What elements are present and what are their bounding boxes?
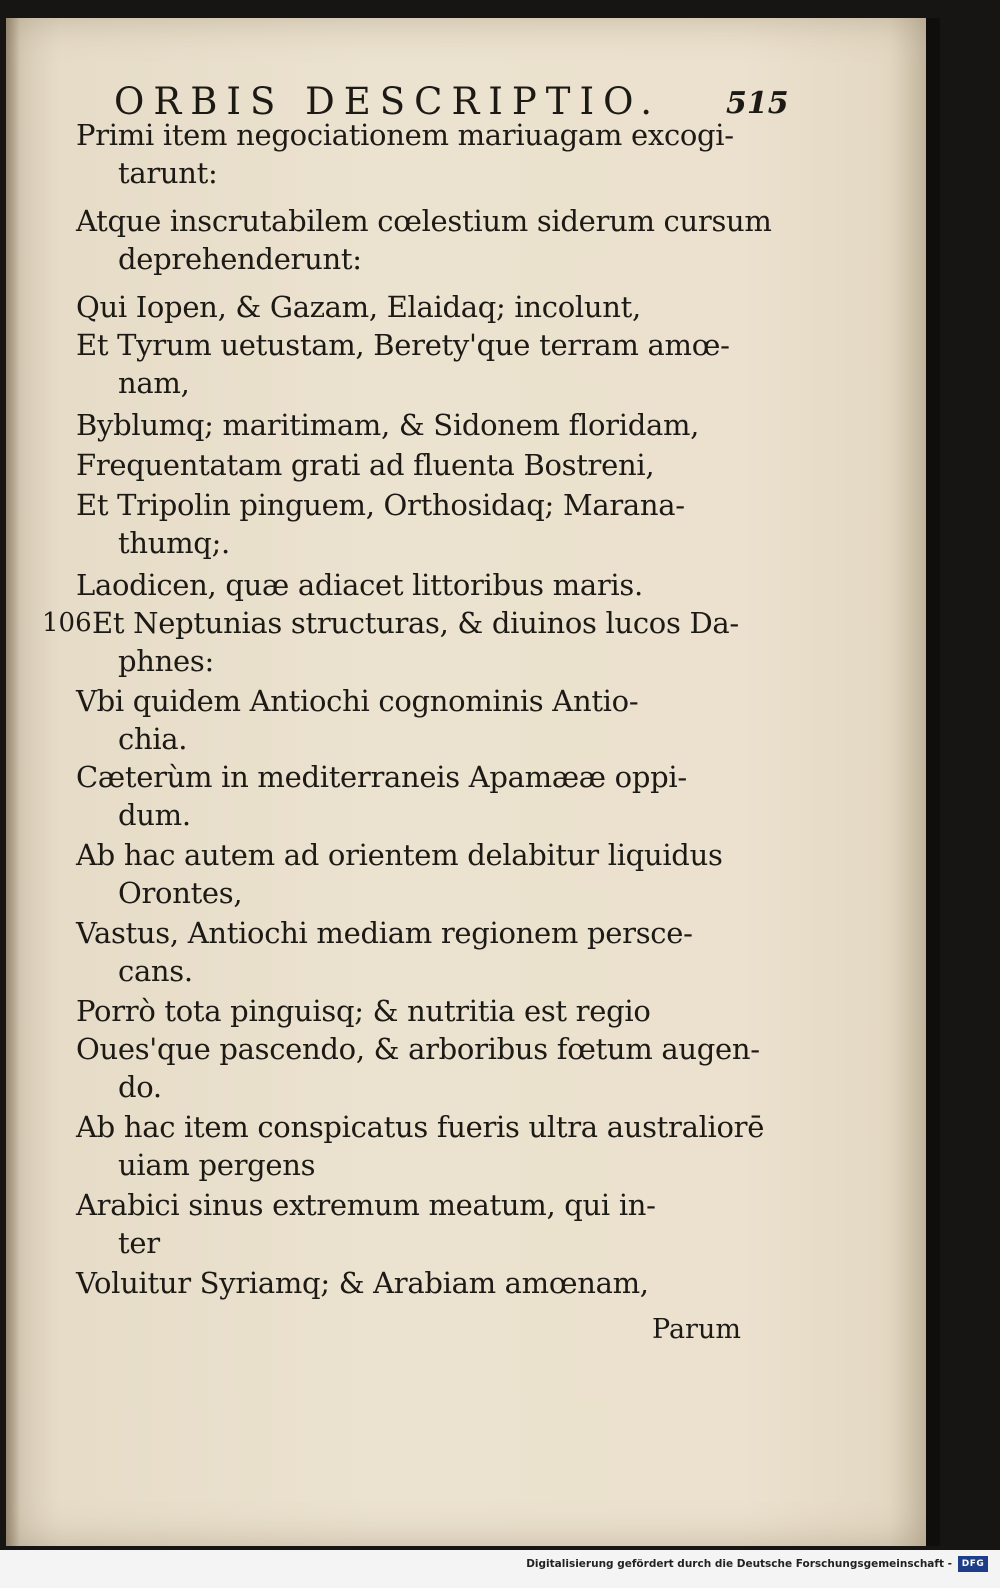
text-line: Porrò tota pinguisq; & nutritia est regio bbox=[76, 994, 651, 1028]
running-head: ORBIS DESCRIPTIO. bbox=[114, 80, 662, 123]
funding-credit: Digitalisierung gefördert durch die Deutsche Forschungsgemeinschaft - bbox=[526, 1558, 952, 1570]
text-line: uiam pergens bbox=[118, 1148, 316, 1182]
text-line: Byblumq; maritimam, & Sidonem floridam, bbox=[76, 408, 700, 442]
text-line: Qui Iopen, & Gazam, Elaidaq; incolunt, bbox=[76, 290, 641, 324]
text-line: nam, bbox=[118, 366, 190, 400]
catchword: Parum bbox=[652, 1314, 741, 1345]
text-line: Laodicen, quæ adiacet littoribus maris. bbox=[76, 568, 643, 602]
text-line: thumq;. bbox=[118, 526, 230, 560]
text-line: cans. bbox=[118, 954, 193, 988]
book-page bbox=[6, 18, 926, 1546]
verse-number: 106 bbox=[42, 608, 92, 638]
dfg-logo-icon: DFG bbox=[958, 1556, 988, 1572]
text-line: deprehenderunt: bbox=[118, 242, 362, 276]
text-line: Vbi quidem Antiochi cognominis Antio- bbox=[76, 684, 639, 718]
text-line: Et Tyrum uetustam, Berety'que terram amœ- bbox=[76, 328, 730, 362]
text-line: dum. bbox=[118, 798, 191, 832]
text-line: Vastus, Antiochi mediam regionem persce- bbox=[76, 916, 693, 950]
text-line: Primi item negociationem mariuagam excogi- bbox=[76, 118, 734, 152]
text-line: Cæterùm in mediterraneis Apamææ oppi- bbox=[76, 760, 687, 794]
digitization-footer bbox=[0, 1550, 1000, 1588]
binding-shadow bbox=[6, 18, 20, 1546]
text-line: tarunt: bbox=[118, 156, 218, 190]
text-line: do. bbox=[118, 1070, 162, 1104]
text-line: Ab hac autem ad orientem delabitur liquidus bbox=[76, 838, 723, 872]
text-line: Oues'que pascendo, & arboribus fœtum augen- bbox=[76, 1032, 760, 1066]
text-line: Orontes, bbox=[118, 876, 243, 910]
text-line: Et Neptunias structuras, & diuinos lucos Da- bbox=[92, 606, 739, 640]
page-number: 515 bbox=[726, 86, 789, 121]
text-line: Atque inscrutabilem cœlestium siderum cursum bbox=[76, 204, 772, 238]
text-line: phnes: bbox=[118, 644, 214, 678]
text-line: Ab hac item conspicatus fueris ultra australiorē bbox=[76, 1110, 765, 1144]
text-line: Voluitur Syriamq; & Arabiam amœnam, bbox=[76, 1266, 649, 1300]
page-edge bbox=[926, 18, 940, 1546]
text-line: ter bbox=[118, 1226, 160, 1260]
text-line: Arabici sinus extremum meatum, qui in- bbox=[76, 1188, 656, 1222]
text-line: chia. bbox=[118, 722, 188, 756]
text-line: Et Tripolin pinguem, Orthosidaq; Marana- bbox=[76, 488, 685, 522]
text-line: Frequentatam grati ad fluenta Bostreni, bbox=[76, 448, 655, 482]
